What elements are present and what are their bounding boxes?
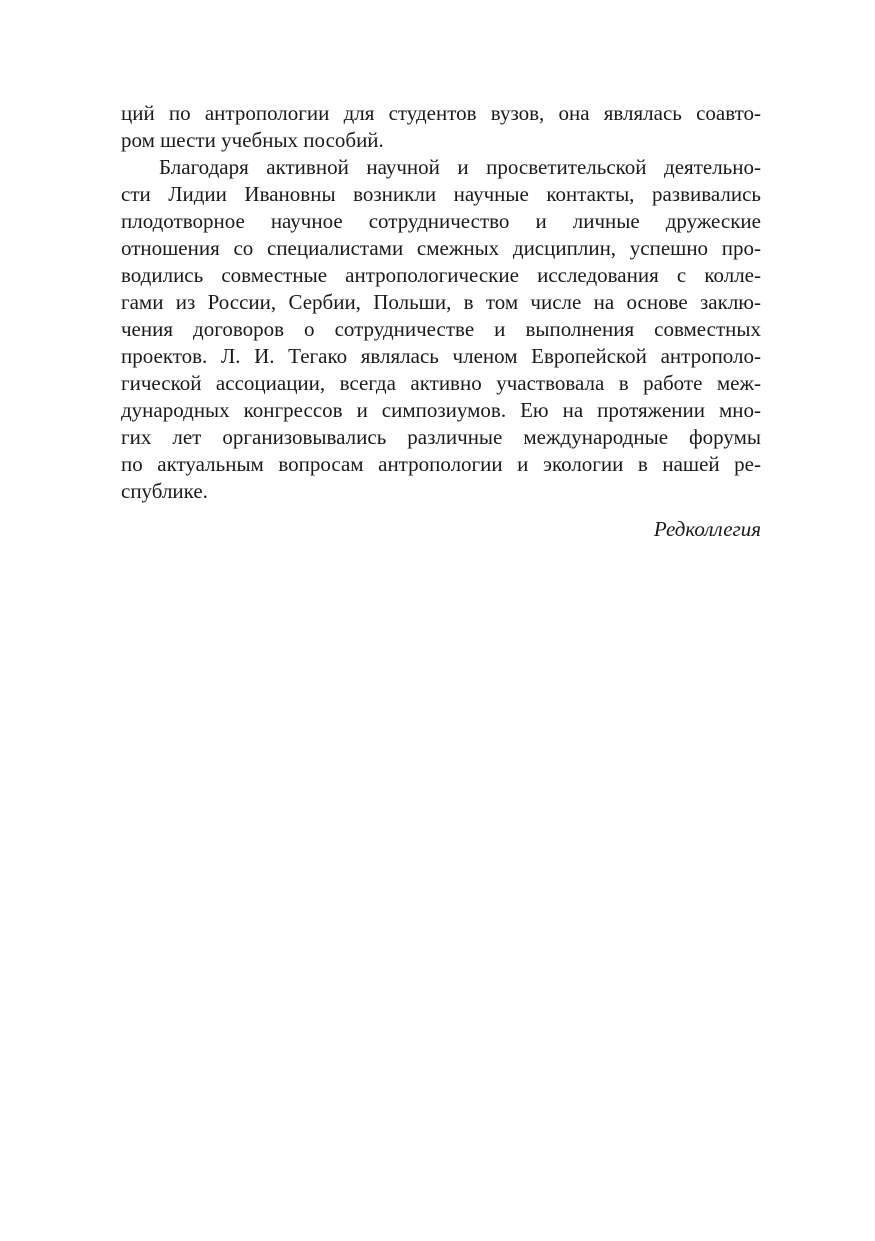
- text-line: ций по антропологии для студентов вузов, она являлась соавто-: [121, 101, 761, 125]
- text-line: плодотворное научное сотрудничество и личные дружеские: [121, 209, 761, 233]
- paragraph-continuation: [121, 100, 761, 154]
- text-line: гической ассоциации, всегда активно участвовала в работе меж-: [121, 371, 761, 395]
- text-line: по актуальным вопросам антропологии и экологии в нашей ре-: [121, 452, 761, 476]
- text-line: сти Лидии Ивановны возникли научные контакты, развивались: [121, 182, 761, 206]
- text-line: спублике.: [121, 479, 208, 503]
- text-line: дународных конгрессов и симпозиумов. Ею на протяжении мно-: [121, 398, 761, 422]
- signature: Редколлегия: [653, 517, 761, 541]
- paragraph-main: [121, 154, 761, 505]
- text-line: гих лет организовывались различные международные форумы: [121, 425, 761, 449]
- text-line: проектов. Л. И. Тегако являлась членом Европейской антрополо-: [121, 344, 761, 368]
- text-line: гами из России, Сербии, Польши, в том числе на основе заклю-: [121, 290, 761, 314]
- text-line: Благодаря активной научной и просветительской деятельно-: [159, 155, 761, 179]
- text-line: отношения со специалистами смежных дисциплин, успешно про-: [121, 236, 761, 260]
- text-line: чения договоров о сотрудничестве и выполнения совместных: [121, 317, 761, 341]
- document-body: [121, 100, 761, 505]
- text-line: водились совместные антропологические исследования с колле-: [121, 263, 761, 287]
- text-line: ром шести учебных пособий.: [121, 128, 384, 152]
